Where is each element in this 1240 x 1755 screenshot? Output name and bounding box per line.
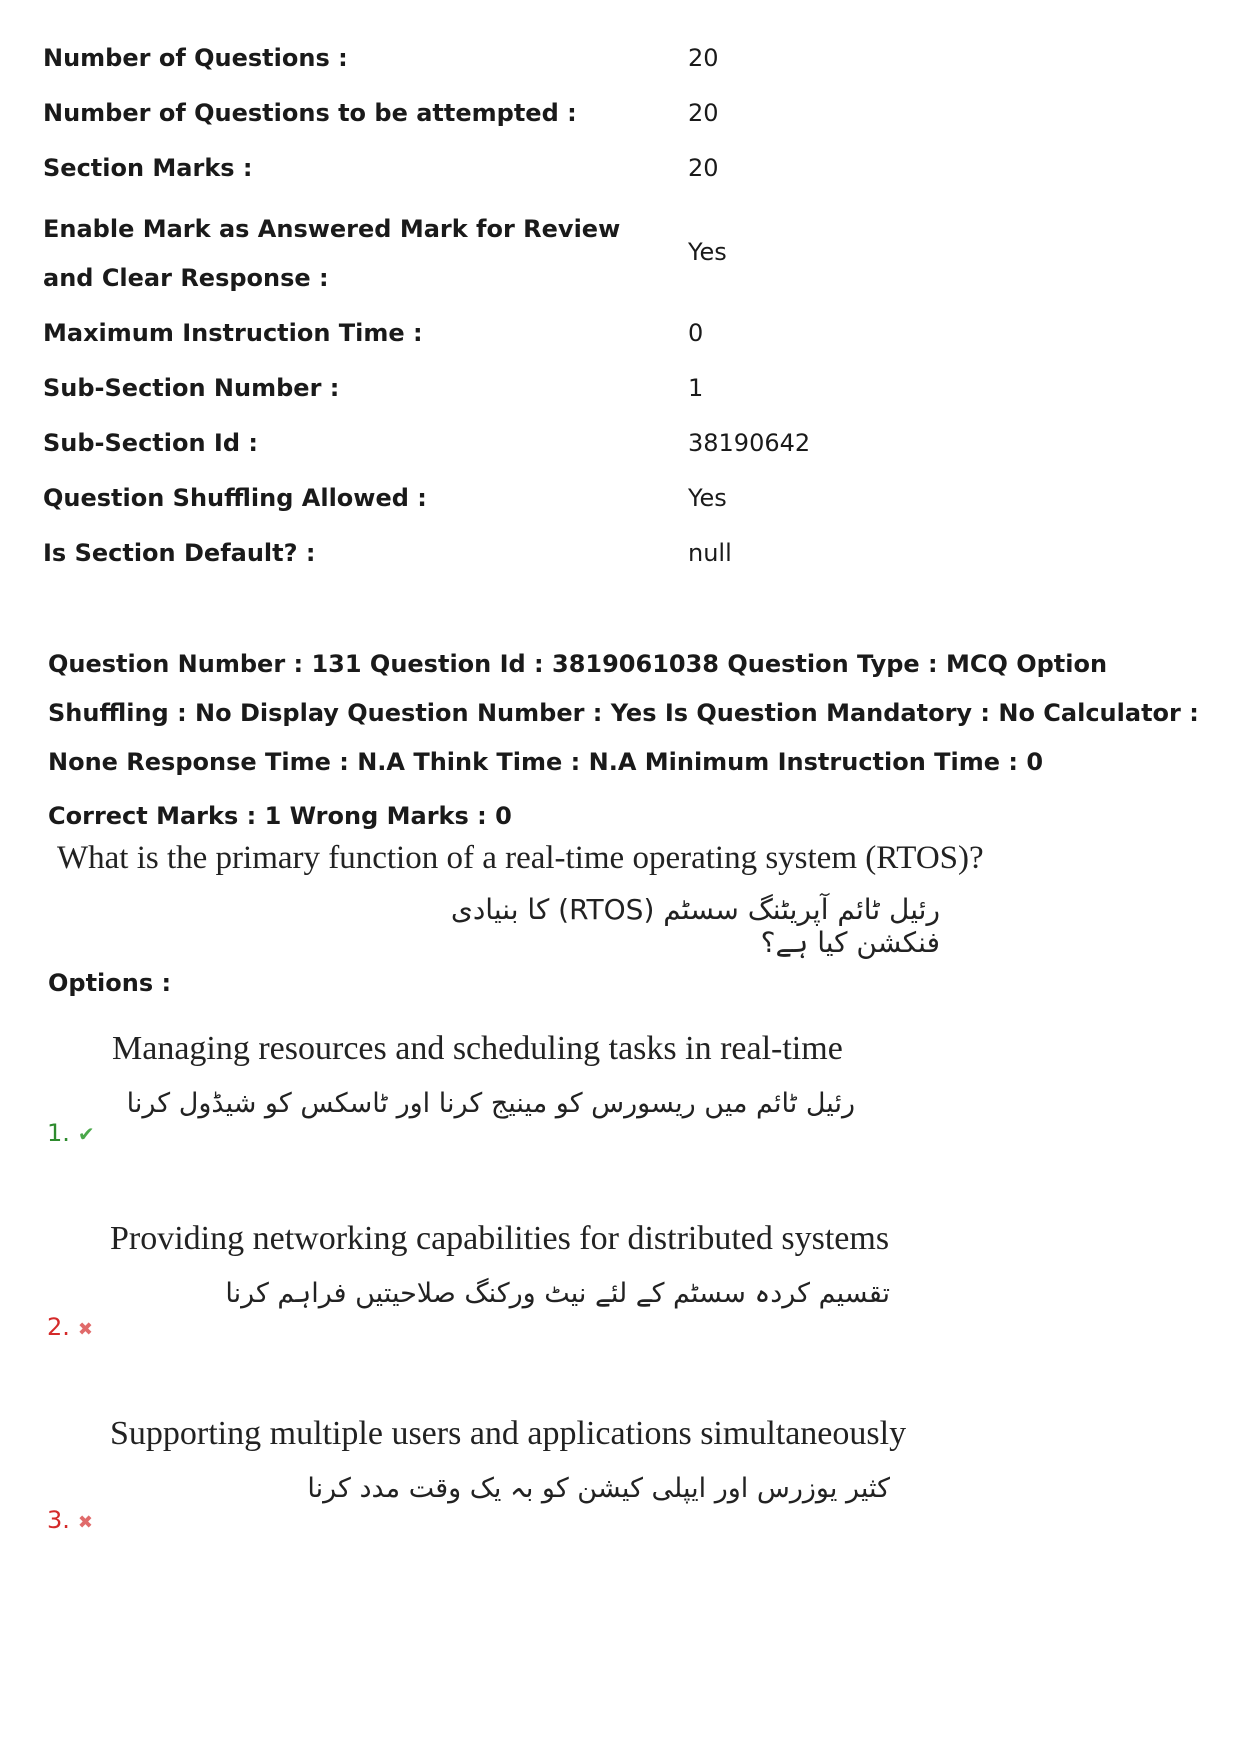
info-label: Sub-Section Id : — [43, 429, 258, 457]
cross-icon: ✖ — [77, 1512, 93, 1533]
option-text-urdu: کثیر یوزرس اور ایپلی کیشن کو بہ یک وقت مدد کرنا — [307, 1473, 890, 1504]
info-value: Yes — [688, 238, 727, 266]
info-label: Sub-Section Number : — [43, 374, 340, 402]
option-number-label: 3. — [47, 1506, 70, 1534]
option-text-urdu: تقسیم کردہ سسٹم کے لئے نیٹ ورکنگ صلاحیتیں فراہم کرنا — [225, 1278, 890, 1309]
option-text-english: Providing networking capabilities for distributed systems — [110, 1220, 890, 1257]
info-row — [43, 142, 1193, 197]
info-row — [43, 87, 1193, 142]
option-text-english: Managing resources and scheduling tasks in real-time — [112, 1030, 843, 1067]
question-meta: Question Number : 131 Question Id : 3819061038 Question Type : MCQ Option Shuffling : No Display Question Number : Yes Is Question Mandatory : No Calculator : None Response Time : N.A Think Time : N.A Minimum Instruction Time : 0 — [48, 650, 1199, 776]
info-value: 20 — [688, 99, 719, 127]
question-text-urdu: رئیل ٹائم آپریٹنگ سسٹم (RTOS) کا بنیادی فنکشن کیا ہے؟ — [450, 893, 940, 959]
info-label: Question Shuffling Allowed : — [43, 484, 427, 512]
info-row — [43, 32, 1193, 87]
check-icon: ✔ — [77, 1122, 95, 1146]
info-row — [43, 527, 1193, 582]
option-number — [47, 1312, 93, 1345]
question-text-english: What is the primary function of a real-time operating system (RTOS)? — [57, 840, 984, 876]
options-label: Options : — [48, 969, 172, 997]
option-3 — [0, 1415, 1240, 1605]
option-number-label: 1. — [47, 1119, 70, 1147]
info-row — [43, 362, 1193, 417]
question-marks: Correct Marks : 1 Wrong Marks : 0 — [48, 802, 512, 830]
info-row — [43, 307, 1193, 362]
info-label: Enable Mark as Answered Mark for Review and Clear Response : — [43, 215, 621, 292]
info-label: Number of Questions : — [43, 44, 348, 72]
option-1 — [0, 1030, 1240, 1220]
info-row — [43, 197, 1193, 307]
cross-icon: ✖ — [77, 1319, 93, 1340]
info-row — [43, 472, 1193, 527]
option-2 — [0, 1220, 1240, 1410]
info-value: 38190642 — [688, 429, 811, 457]
info-label: Section Marks : — [43, 154, 253, 182]
info-label: Is Section Default? : — [43, 539, 316, 567]
option-text-english: Supporting multiple users and applications simultaneously — [110, 1415, 907, 1452]
option-text-urdu: رئیل ٹائم میں ریسورس کو مینیج کرنا اور ٹاسکس کو شیڈول کرنا — [126, 1088, 855, 1119]
info-value: 20 — [688, 154, 719, 182]
info-value: null — [688, 539, 732, 567]
section-info-table — [43, 32, 1193, 582]
info-label: Maximum Instruction Time : — [43, 319, 423, 347]
info-value: 20 — [688, 44, 719, 72]
info-row — [43, 417, 1193, 472]
info-value: 0 — [688, 319, 704, 347]
info-label: Number of Questions to be attempted : — [43, 99, 577, 127]
option-number — [47, 1505, 93, 1538]
info-value: 1 — [688, 374, 704, 402]
info-value: Yes — [688, 484, 727, 512]
option-number — [47, 1118, 95, 1149]
option-number-label: 2. — [47, 1313, 70, 1341]
